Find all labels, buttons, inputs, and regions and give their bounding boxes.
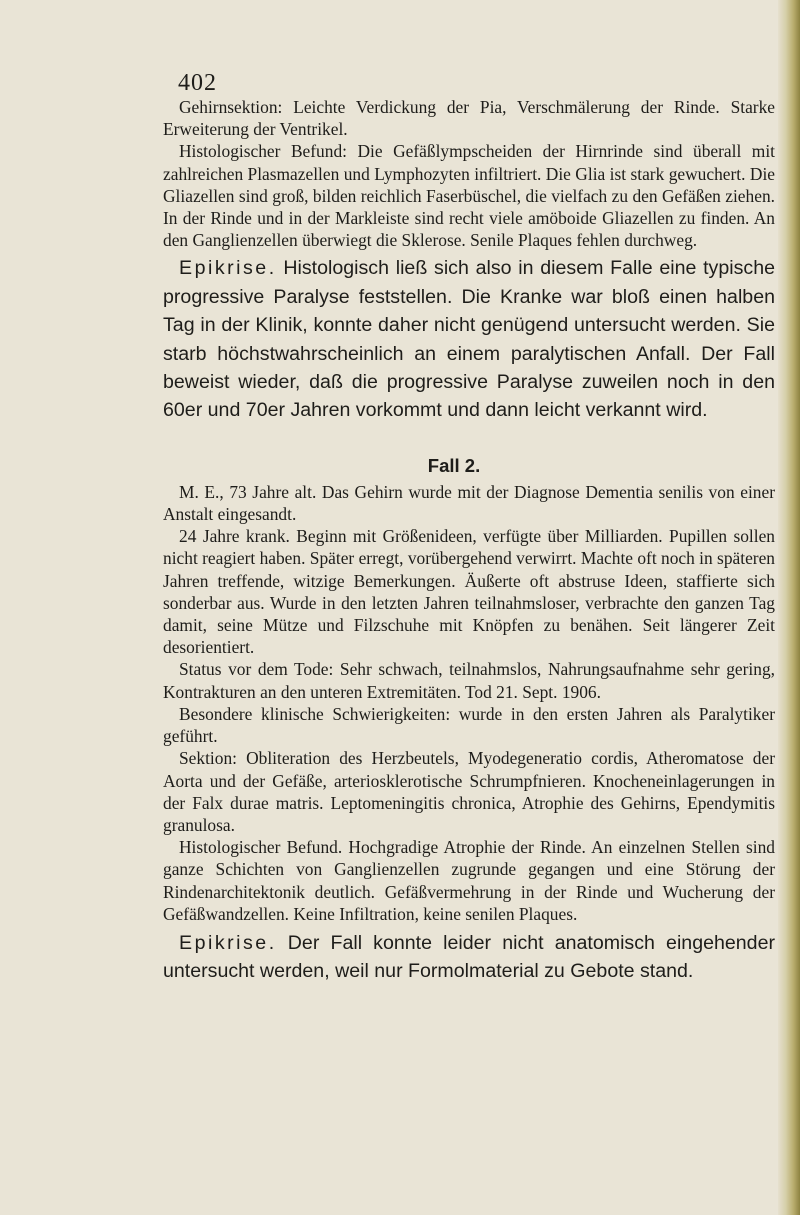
paragraph-gehirnsektion [163, 96, 775, 140]
epikrise-2-label: Epikrise. [179, 931, 277, 954]
gehirnsektion-text: Leichte Verdickung der Pia, Verschmälerung der Rinde. Starke Erweiterung der Ventrikel. [163, 97, 775, 140]
epikrise-2-text: Der Fall konnte leider nicht anatomisch eingehender untersucht werden, weil nur Formolmaterial zu Gebote stand. [163, 931, 775, 983]
paragraph-anamnese: 24 Jahre krank. Beginn mit Größenideen, verfügte über Milliarden. Pupillen sollen nicht reagiert haben. Später erregt, vorübergehend verwirrt. Machte oft noch in späteren Jahren treffende, witzige Bemerkungen. Äußerte oft abstruse Ideen, staffierte sich sonderbar aus. Wurde in den letzten Jahren teilnahmsloser, verbrachte den ganzen Tag damit, seine Mütze und Filzschuhe mit Knöpfen zu benähen. Seit längerer Zeit desorientiert. [163, 526, 775, 658]
paragraph-epikrise-2 [163, 929, 775, 986]
paragraph-schwierigkeiten: Besondere klinische Schwierigkeiten: wurde in den ersten Jahren als Paralytiker geführt. [163, 703, 775, 747]
paragraph-status: Status vor dem Tode: Sehr schwach, teilnahmslos, Nahrungsaufnahme sehr gering, Kontrakturen an den unteren Extremitäten. Tod 21. Sept. 1906. [163, 659, 775, 702]
epikrise-1-label: Epikrise. [179, 257, 277, 280]
paragraph-histologischer-befund-2: Histologischer Befund. Hochgradige Atrophie der Rinde. An einzelnen Stellen sind ganze Schichten von Ganglienzellen zugrunde gegangen und eine Störung der Rindenarchitektonik deutlich. Gefäßvermehrung in der Rinde und Wucherung der Gefäßwandzellen. Keine Infiltration, keine senilen Plaques. [163, 837, 775, 924]
paragraph-histologischer-befund-1: Histologischer Befund: Die Gefäßlympscheiden der Hirnrinde sind überall mit zahlreichen Plasmazellen und Lymphozyten infiltriert. Die Glia ist stark gewuchert. Die Gliazellen sind groß, bilden reichlich Faserbüschel, die vielfach zu den Gefäßen ziehen. In der Rinde und in der Markleiste sind recht viele amöboide Gliazellen zu finden. An den Ganglienzellen überwiegt die Sklerose. Senile Plaques fehlen durchweg. [163, 141, 775, 251]
page-number: 402 [178, 70, 217, 96]
paragraph-patient-intro: M. E., 73 Jahre alt. Das Gehirn wurde mit der Diagnose Dementia senilis von einer Anstalt eingesandt. [163, 481, 775, 525]
paragraph-sektion: Sektion: Obliteration des Herzbeutels, Myodegeneratio cordis, Atheromatose der Aorta und der Gefäße, arteriosklerotische Schrumpfnieren. Knocheneinlagerungen in der Falx durae matris. Leptomeningitis chronica, Atrophie des Gehirns, Ependymitis granulosa. [163, 748, 775, 835]
paragraph-epikrise-1 [163, 254, 775, 424]
page-edge-shadow [778, 0, 800, 1215]
case-heading-fall-2: Fall 2. [427, 454, 481, 476]
epikrise-1-text: Histologisch ließ sich also in diesem Falle eine typische progressive Paralyse feststellen. Die Kranke war bloß einen halben Tag in der Klinik, konnte daher nicht genügend untersucht werden. Sie starb höchstwahrscheinlich an einem paralytischen Anfall. Der Fall beweist wieder, daß die progressive Paralyse zuweilen noch in den 60er und 70er Jahren vorkommt und dann leicht verkannt wird. [163, 257, 775, 422]
page-body [163, 96, 775, 986]
gehirnsektion-label: Gehirnsektion: [179, 97, 283, 117]
